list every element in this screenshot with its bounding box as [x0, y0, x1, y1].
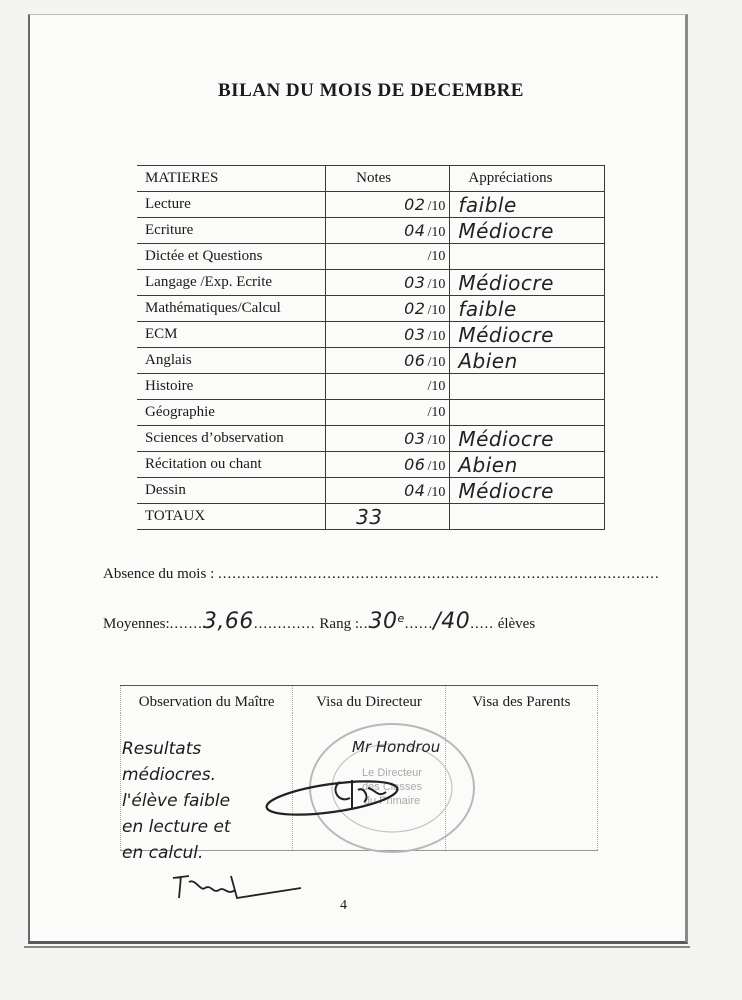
score-cell: [326, 426, 450, 452]
remark-line: médiocres.: [122, 765, 216, 785]
subject-cell: Langage /Exp. Ecrite: [137, 270, 326, 296]
average-value: 3,66: [202, 609, 254, 634]
appreciation-value: Médiocre: [458, 322, 554, 347]
score-value: 04: [404, 220, 426, 240]
table-row: [137, 374, 605, 400]
score-cell: [326, 348, 450, 374]
average-label: Moyennes:: [103, 616, 170, 632]
table-header-row: [137, 166, 605, 192]
remark-line: en calcul.: [122, 843, 204, 863]
appreciation-cell: [450, 400, 605, 426]
appreciation-cell: [450, 374, 605, 400]
appreciation-value: faible: [458, 192, 517, 217]
table-row: [137, 400, 605, 426]
rank-total: 40: [441, 609, 471, 634]
observation-header: Observation du Maître: [121, 686, 293, 714]
score-cell: [326, 400, 450, 426]
score-denominator: /10: [427, 248, 446, 264]
table-row: [137, 348, 605, 374]
subject-cell: Lecture: [137, 192, 326, 218]
header-appreciation: Appréciations: [450, 166, 605, 192]
appreciation-cell: [450, 270, 605, 296]
parents-visa-header: Visa des Parents: [445, 686, 597, 714]
score-denominator: /10: [427, 302, 446, 318]
totals-label: TOTAUX: [137, 504, 326, 530]
score-cell: [326, 374, 450, 400]
remark-line: en lecture et: [122, 817, 231, 837]
score-cell: [326, 452, 450, 478]
table-row: [137, 426, 605, 452]
page-title: BILAN DU MOIS DE DECEMBRE: [218, 80, 524, 101]
score-cell: [326, 270, 450, 296]
appreciation-cell: [450, 192, 605, 218]
teacher-signature: [165, 868, 305, 908]
appreciation-value: Médiocre: [458, 270, 554, 295]
totals-value: 33: [356, 504, 383, 529]
appreciation-cell: [450, 426, 605, 452]
score-value: 03: [404, 324, 426, 344]
appreciation-cell: [450, 244, 605, 270]
appreciation-cell: [450, 478, 605, 504]
subject-cell: Anglais: [137, 348, 326, 374]
table-row: [137, 452, 605, 478]
score-value: 02: [404, 194, 426, 214]
stamp-line-1: Le Directeur: [362, 767, 422, 779]
table-row: [137, 296, 605, 322]
totals-empty: [450, 504, 605, 530]
director-visa-header: Visa du Directeur: [293, 686, 445, 714]
table-row: [137, 244, 605, 270]
score-cell: [326, 296, 450, 322]
score-denominator: /10: [427, 484, 446, 500]
subject-cell: Géographie: [137, 400, 326, 426]
appreciation-value: Médiocre: [458, 426, 554, 451]
score-denominator: /10: [427, 404, 446, 420]
score-value: 04: [404, 480, 426, 500]
table-row: [137, 478, 605, 504]
totals-row: [137, 504, 605, 530]
rank-unit: élèves: [497, 616, 536, 632]
score-denominator: /10: [427, 378, 446, 394]
score-value: 06: [404, 350, 426, 370]
page-edge: [24, 942, 690, 948]
rank-value: 30: [368, 609, 398, 634]
score-value: 03: [404, 272, 426, 292]
appreciation-value: Abien: [458, 348, 518, 373]
appreciation-value: faible: [458, 296, 517, 321]
score-denominator: /10: [427, 224, 446, 240]
score-value: 02: [404, 298, 426, 318]
score-cell: [326, 478, 450, 504]
subject-cell: Sciences d’observation: [137, 426, 326, 452]
subject-cell: Récitation ou chant: [137, 452, 326, 478]
absence-label: Absence du mois :: [103, 566, 215, 582]
stamp-line-2: des Classes: [362, 781, 422, 793]
score-cell: [326, 192, 450, 218]
appreciation-cell: [450, 322, 605, 348]
score-denominator: /10: [427, 328, 446, 344]
header-notes: Notes: [326, 166, 450, 192]
stamp-line-3: du Primaire: [363, 795, 421, 807]
rank-label: Rang :: [319, 616, 359, 632]
teacher-remark: [122, 736, 297, 866]
score-denominator: /10: [427, 458, 446, 474]
appreciation-cell: [450, 218, 605, 244]
subject-cell: ECM: [137, 322, 326, 348]
subject-cell: Dictée et Questions: [137, 244, 326, 270]
average-line: Moyennes:.......3,66............. Rang :..30e....../40..... élèves: [103, 609, 536, 634]
director-name: Mr Hondrou: [352, 738, 441, 756]
grades-table: [137, 165, 605, 530]
appreciation-value: Médiocre: [458, 478, 554, 503]
score-cell: [326, 218, 450, 244]
subject-cell: Ecriture: [137, 218, 326, 244]
remark-line: Resultats: [122, 739, 202, 759]
table-row: [137, 192, 605, 218]
score-value: 06: [404, 454, 426, 474]
absence-line: [103, 566, 660, 583]
appreciation-cell: [450, 296, 605, 322]
appreciation-cell: [450, 348, 605, 374]
score-value: 03: [404, 428, 426, 448]
appreciation-cell: [450, 452, 605, 478]
score-cell: [326, 244, 450, 270]
subject-cell: Mathématiques/Calcul: [137, 296, 326, 322]
score-cell: [326, 322, 450, 348]
absence-dots: .............................................................................................: [217, 566, 660, 582]
table-row: [137, 270, 605, 296]
subject-cell: Histoire: [137, 374, 326, 400]
appreciation-value: Abien: [458, 452, 518, 477]
appreciation-value: Médiocre: [458, 218, 554, 243]
remark-line: l'élève faible: [122, 791, 231, 811]
table-row: [137, 322, 605, 348]
score-denominator: /10: [427, 432, 446, 448]
totals-cell: [326, 504, 450, 530]
score-denominator: /10: [427, 276, 446, 292]
score-denominator: /10: [427, 198, 446, 214]
page-number: 4: [340, 898, 347, 913]
score-denominator: /10: [427, 354, 446, 370]
rank-suffix: e: [397, 612, 405, 625]
header-subject: MATIERES: [137, 166, 326, 192]
subject-cell: Dessin: [137, 478, 326, 504]
table-row: [137, 218, 605, 244]
